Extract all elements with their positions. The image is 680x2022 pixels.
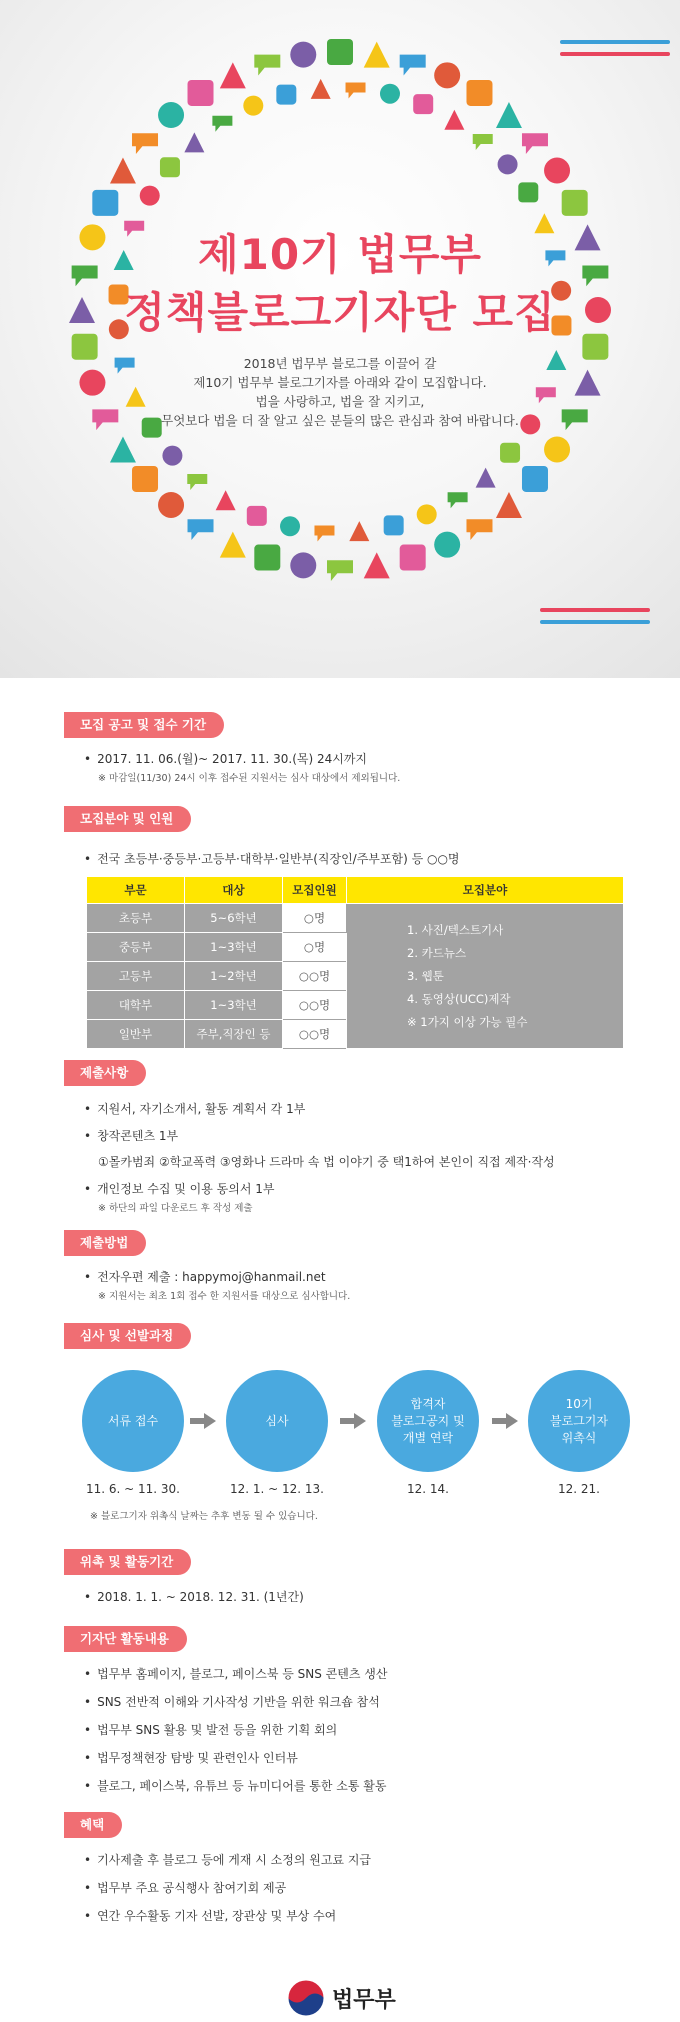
calendar-icon bbox=[187, 474, 207, 490]
camera-icon bbox=[413, 94, 433, 114]
heart-icon bbox=[311, 79, 331, 99]
user-icon bbox=[220, 62, 246, 88]
period-item: • 2017. 11. 06.(월)~ 2017. 11. 30.(목) 24시까지 bbox=[84, 750, 367, 767]
mail-icon bbox=[434, 532, 460, 558]
gear-icon bbox=[140, 186, 160, 206]
house-icon bbox=[400, 545, 426, 571]
benefit-item: • 기사제출 후 블로그 등에 게재 시 소정의 원고료 지급 bbox=[84, 1851, 371, 1868]
user-icon bbox=[473, 134, 493, 150]
camera-icon bbox=[544, 158, 570, 184]
process-date-3: 12. 14. bbox=[407, 1482, 449, 1496]
submit-item-2: • 창작콘텐츠 1부 bbox=[84, 1127, 178, 1144]
heart-icon bbox=[476, 468, 496, 488]
field-item: • 전국 초등부·중등부·고등부·대학부·일반부(직장인/주부포함) 등 ○○명 bbox=[84, 850, 460, 867]
arrow-right-icon bbox=[190, 1411, 216, 1431]
play-icon bbox=[132, 466, 158, 492]
field-line: 2. 카드뉴스 bbox=[407, 945, 467, 960]
house-icon bbox=[327, 39, 353, 65]
table-cell-count: ○명 bbox=[283, 933, 347, 962]
decorative-stripe bbox=[540, 608, 650, 612]
music-icon bbox=[400, 55, 426, 76]
government-emblem-icon bbox=[286, 1978, 326, 2018]
play-icon bbox=[522, 466, 548, 492]
table-cell-division: 대학부 bbox=[87, 991, 185, 1020]
chat-bubble-icon bbox=[434, 62, 460, 88]
table-cell-target: 1~3학년 bbox=[185, 991, 283, 1020]
folder-icon bbox=[188, 519, 214, 540]
heart-icon bbox=[466, 80, 492, 106]
calendar-icon bbox=[364, 552, 390, 578]
arrow-right-icon bbox=[340, 1411, 366, 1431]
field-line: 3. 웹툰 bbox=[407, 968, 444, 983]
table-row bbox=[87, 904, 624, 933]
process-note: ※ 블로그기자 위촉식 날짜는 추후 변동 될 수 있습니다. bbox=[90, 1511, 318, 1522]
star-icon bbox=[496, 102, 522, 128]
heart-icon bbox=[254, 545, 280, 571]
mail-icon bbox=[160, 157, 180, 177]
section-badge-submit: 제출사항 bbox=[64, 1060, 146, 1086]
section-badge-period: 모집 공고 및 접수 기간 bbox=[64, 712, 224, 738]
table-header: 모집인원 bbox=[283, 877, 347, 904]
section-badge-process: 심사 및 선발과정 bbox=[64, 1323, 191, 1349]
term-item: • 2018. 1. 1. ~ 2018. 12. 31. (1년간) bbox=[84, 1588, 304, 1605]
field-line: 4. 동영상(UCC)제작 bbox=[407, 991, 511, 1006]
submit-subitem: ①몰카범죄 ②학교폭력 ③영화나 드라마 속 법 이야기 중 택1하여 본인이 직접 제작·작성 bbox=[98, 1155, 555, 1169]
heart-icon bbox=[92, 190, 118, 216]
music-icon bbox=[243, 96, 263, 116]
hero-banner bbox=[0, 0, 680, 678]
play-icon bbox=[188, 80, 214, 106]
table-header-row bbox=[87, 877, 624, 904]
user-icon bbox=[496, 492, 522, 518]
folder-icon bbox=[380, 84, 400, 104]
music-icon bbox=[327, 560, 353, 581]
decorative-stripe bbox=[560, 52, 670, 56]
gear-icon bbox=[466, 519, 492, 540]
table-cell-division: 일반부 bbox=[87, 1020, 185, 1049]
hero-title-line2: 정책블로그기자단 모집 bbox=[124, 288, 556, 337]
music-icon bbox=[162, 446, 182, 466]
house-icon bbox=[184, 132, 204, 152]
chat-bubble-icon bbox=[500, 443, 520, 463]
play-icon bbox=[562, 190, 588, 216]
activity-item: • SNS 전반적 이해와 기사작성 기반을 위한 워크숍 참석 bbox=[84, 1693, 380, 1710]
mail-icon bbox=[290, 42, 316, 68]
gear-icon bbox=[498, 154, 518, 174]
period-note: ※ 마감일(11/30) 24시 이후 접수된 지원서는 심사 대상에서 제외됩니다. bbox=[98, 773, 401, 784]
table-cell-target: 1~3학년 bbox=[185, 933, 283, 962]
chat-bubble-icon bbox=[290, 552, 316, 578]
table-header: 대상 bbox=[185, 877, 283, 904]
process-step-label: 10기 블로그기자 위촉식 bbox=[550, 1396, 608, 1445]
process-step-label: 합격자 블로그공지 및 개별 연락 bbox=[391, 1396, 465, 1445]
play-icon bbox=[444, 110, 464, 130]
process-date-1: 11. 6. ~ 11. 30. bbox=[85, 1482, 180, 1496]
submit-item-1: • 지원서, 자기소개서, 활동 계획서 각 1부 bbox=[84, 1100, 305, 1117]
folder-icon bbox=[132, 133, 158, 154]
process-step-label: 서류 접수 bbox=[107, 1413, 159, 1428]
method-item: • 전자우편 제출 : happymoj@hanmail.net bbox=[84, 1268, 326, 1285]
star-icon bbox=[346, 83, 366, 99]
table-cell-count: ○명 bbox=[283, 904, 347, 933]
hero-desc-line3: 법을 사랑하고, 법을 잘 지키고, bbox=[255, 394, 425, 409]
process-step-label: 심사 bbox=[265, 1413, 289, 1428]
star-icon bbox=[448, 492, 468, 508]
submit-item-3: • 개인정보 수집 및 이용 동의서 1부 bbox=[84, 1180, 274, 1197]
recruit-table bbox=[86, 876, 624, 1049]
table-cell-division: 고등부 bbox=[87, 962, 185, 991]
camera-icon bbox=[384, 515, 404, 535]
table-cell-count: ○○명 bbox=[283, 1020, 347, 1049]
user-icon bbox=[110, 436, 136, 462]
decorative-stripe bbox=[560, 40, 670, 44]
table-cell-target: 5~6학년 bbox=[185, 904, 283, 933]
house-icon bbox=[216, 490, 236, 510]
process-date-4: 12. 21. bbox=[558, 1482, 600, 1496]
decorative-stripe bbox=[540, 620, 650, 624]
table-header: 부문 bbox=[87, 877, 185, 904]
chat-bubble-icon bbox=[276, 85, 296, 105]
gear-icon bbox=[254, 55, 280, 76]
section-badge-method: 제출방법 bbox=[64, 1230, 146, 1256]
star-icon bbox=[110, 158, 136, 184]
method-note: ※ 지원서는 최초 1회 접수 한 지원서를 대상으로 심사합니다. bbox=[98, 1291, 351, 1302]
section-badge-term: 위촉 및 활동기간 bbox=[64, 1549, 191, 1575]
table-cell-count: ○○명 bbox=[283, 991, 347, 1020]
hero-desc-line1: 2018년 법무부 블로그를 이끌어 갈 bbox=[243, 356, 437, 371]
hero-desc-line2: 제10기 법무부 블로그기자를 아래와 같이 모집합니다. bbox=[193, 375, 487, 390]
benefit-item: • 법무부 주요 공식행사 참여기회 제공 bbox=[84, 1879, 286, 1896]
table-cell-target: 1~2학년 bbox=[185, 962, 283, 991]
benefit-item: • 연간 우수활동 기자 선발, 장관상 및 부상 수여 bbox=[84, 1907, 336, 1924]
calendar-icon bbox=[364, 42, 390, 68]
section-badge-benefit: 혜택 bbox=[64, 1812, 122, 1838]
section-badge-activity: 기자단 활동내용 bbox=[64, 1626, 187, 1652]
folder-icon bbox=[522, 133, 548, 154]
camera-icon bbox=[158, 102, 184, 128]
table-cell-count: ○○명 bbox=[283, 962, 347, 991]
folder-icon bbox=[417, 504, 437, 524]
gear-icon bbox=[280, 516, 300, 536]
user-icon bbox=[314, 525, 334, 541]
section-badge-field: 모집분야 및 인원 bbox=[64, 806, 191, 832]
activity-item: • 법무정책현장 탐방 및 관련인사 인터뷰 bbox=[84, 1749, 298, 1766]
process-step-2 bbox=[226, 1370, 328, 1472]
field-line: ※ 1가지 이상 가능 필수 bbox=[407, 1014, 528, 1029]
table-cell-division: 초등부 bbox=[87, 904, 185, 933]
hero-desc-line4: 무엇보다 법을 더 잘 알고 싶은 분들의 많은 관심과 참여 바랍니다. bbox=[161, 413, 519, 428]
field-line: 1. 사진/텍스트기사 bbox=[407, 922, 504, 937]
process-step-3 bbox=[377, 1370, 479, 1472]
table-cell-target: 주부,직장인 등 bbox=[185, 1020, 283, 1049]
play-icon bbox=[349, 521, 369, 541]
table-cell-fields bbox=[347, 904, 624, 1049]
mail-icon bbox=[518, 182, 538, 202]
activity-item: • 법무부 홈페이지, 블로그, 페이스북 등 SNS 콘텐츠 생산 bbox=[84, 1665, 387, 1682]
camera-icon bbox=[158, 492, 184, 518]
activity-item: • 블로그, 페이스북, 유튜브 등 뉴미디어를 통한 소통 활동 bbox=[84, 1777, 386, 1794]
hero-title-line1: 제10기 법무부 bbox=[198, 230, 482, 279]
camera-icon bbox=[544, 436, 570, 462]
process-step-4 bbox=[528, 1370, 630, 1472]
footer-org-name: 법무부 bbox=[332, 1988, 396, 2013]
process-date-2: 12. 1. ~ 12. 13. bbox=[229, 1482, 324, 1496]
process-step-1 bbox=[82, 1370, 184, 1472]
arrow-right-icon bbox=[492, 1411, 518, 1431]
submit-note: ※ 하단의 파일 다운로드 후 작성 제출 bbox=[98, 1203, 253, 1214]
activity-item: • 법무부 SNS 활용 및 발전 등을 위한 기획 회의 bbox=[84, 1721, 337, 1738]
table-cell-division: 중등부 bbox=[87, 933, 185, 962]
star-icon bbox=[220, 532, 246, 558]
calendar-icon bbox=[212, 116, 232, 132]
table-header: 모집분야 bbox=[347, 877, 624, 904]
mail-icon bbox=[247, 506, 267, 526]
